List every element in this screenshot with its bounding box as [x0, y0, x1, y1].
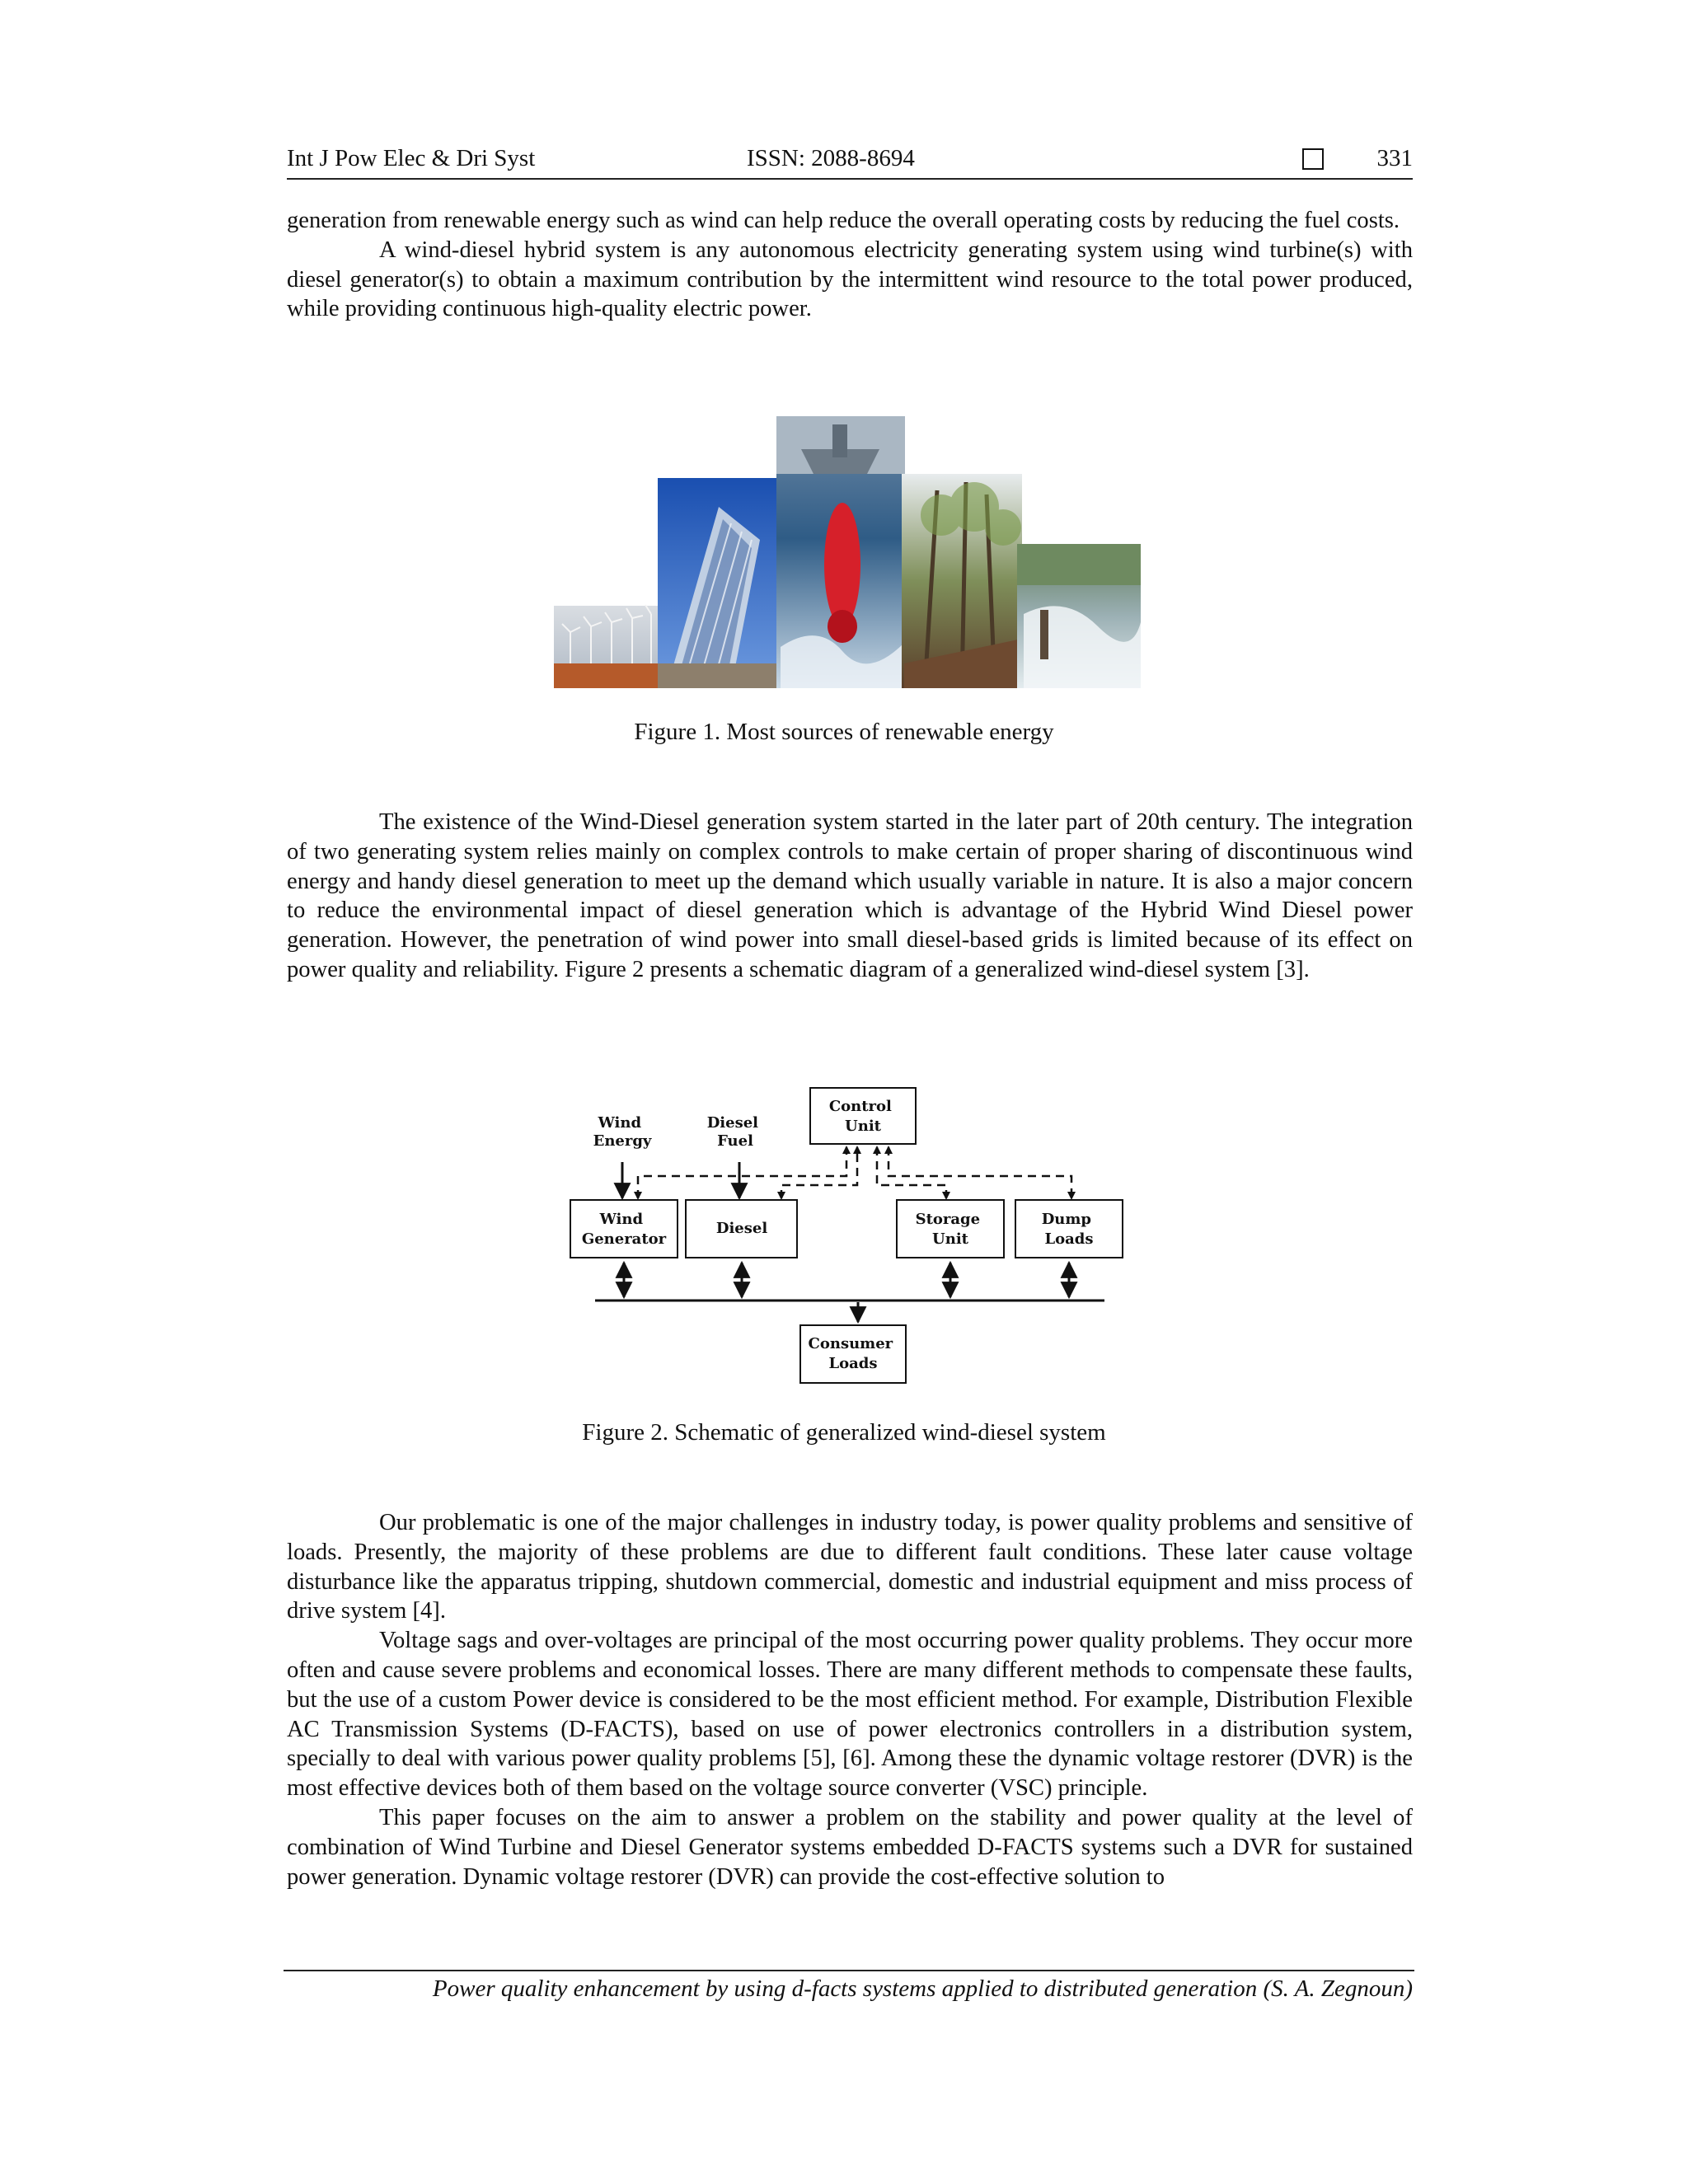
dump-loads-box	[1015, 1200, 1123, 1258]
page-number: 331	[1376, 145, 1413, 171]
control-unit-box	[810, 1088, 916, 1144]
journal-name: Int J Pow Elec & Dri Syst	[287, 145, 536, 171]
running-footer: Power quality enhancement by using d-facts systems applied to distributed generation (S. A. Zegnoun)	[432, 1975, 1413, 2002]
solar-panels-photo	[658, 478, 781, 688]
square-bullet-icon	[1302, 148, 1324, 170]
svg-text:Control Unit: Control Unit	[828, 1098, 892, 1135]
wind-farm-photo	[554, 605, 661, 688]
footer-rule	[284, 1970, 1414, 1971]
final-text	[287, 1508, 1413, 1891]
hydro-water-photo	[1017, 544, 1141, 688]
renewable-energy-collage	[554, 416, 1141, 688]
diesel-box	[686, 1200, 797, 1258]
storage-unit-box	[897, 1200, 1004, 1258]
svg-text:Wind Generator: Wind Generator	[581, 1211, 667, 1248]
svg-text:Dump Loads: Dump Loads	[1041, 1211, 1094, 1248]
issn: ISSN: 2088-8694	[747, 145, 915, 171]
paragraph: A wind-diesel hybrid system is any autonomous electricity generating system using wind turbine(s) with diesel generator(s) to obtain a maximum contribution by the intermittent wind resource to the total power produced, while providing continuous high-quality electric power.	[287, 237, 1413, 322]
paragraph: generation from renewable energy such as wind can help reduce the overall operating costs by reducing the fuel costs.	[287, 208, 1400, 233]
paragraph: Voltage sags and over-voltages are principal of the most occurring power quality problems. They occur more often and cause severe problems and economical losses. There are many different methods to compensate these faults, but the use of a custom Power device is considered to be the most efficient method. For example, Distribution Flexible AC Transmission Systems (D-FACTS), based on use of power electronics controllers in a distribution system, specially to deal with various power quality problems [5], [6]. Among these the dynamic voltage restorer (DVR) is the most effective devices both of them based on the voltage source converter (VSC) principle.	[287, 1628, 1413, 1802]
svg-text:Diesel: Diesel	[715, 1220, 768, 1237]
intro-text	[287, 206, 1413, 324]
paragraph: Our problematic is one of the major challenges in industry today, is power quality problems and sensitive of loads. Presently, the majority of these problems are due to different fault conditions. These later cause voltage disturbance like the apparatus tripping, shutdown commercial, domestic and industrial equipment and miss process of drive system [4].	[287, 1510, 1413, 1624]
svg-text:Storage Unit: Storage Unit	[915, 1211, 981, 1248]
middle-text	[287, 808, 1413, 985]
consumer-loads-box	[800, 1325, 906, 1383]
figure2-caption: Figure 2. Schematic of generalized wind-diesel system	[582, 1419, 1106, 1446]
figure1-caption: Figure 1. Most sources of renewable energy	[634, 719, 1054, 745]
diesel-fuel-label: Diesel Fuel	[706, 1114, 759, 1150]
biomass-forest-photo	[902, 474, 1022, 688]
page-header	[287, 145, 1413, 180]
svg-text:Consumer Loads: Consumer Loads	[808, 1335, 893, 1372]
wind-generator-box	[570, 1200, 678, 1258]
wind-diesel-schematic	[560, 1080, 1137, 1393]
paragraph: The existence of the Wind-Diesel generation system started in the later part of 20th century. The integration of two generating system relies mainly on complex controls to make certain of proper sharing of discontinuous wind energy and handy diesel generation to meet up the demand which usually variable in nature. It is also a major concern to reduce the environmental impact of diesel generation which is advantage of the Hybrid Wind Diesel power generation. However, the penetration of wind power into small diesel-based grids is limited because of its effect on power quality and reliability. Figure 2 presents a schematic diagram of a generalized wind-diesel system [3].	[287, 809, 1413, 982]
tidal-energy-photo	[776, 416, 905, 688]
paragraph: This paper focuses on the aim to answer a problem on the stability and power quality at the level of combination of Wind Turbine and Diesel Generator systems embedded D-FACTS systems such a DVR for sustained power generation. Dynamic voltage restorer (DVR) can provide the cost-effective solution to	[287, 1804, 1413, 1890]
wind-energy-label: Wind Energy	[593, 1114, 652, 1150]
